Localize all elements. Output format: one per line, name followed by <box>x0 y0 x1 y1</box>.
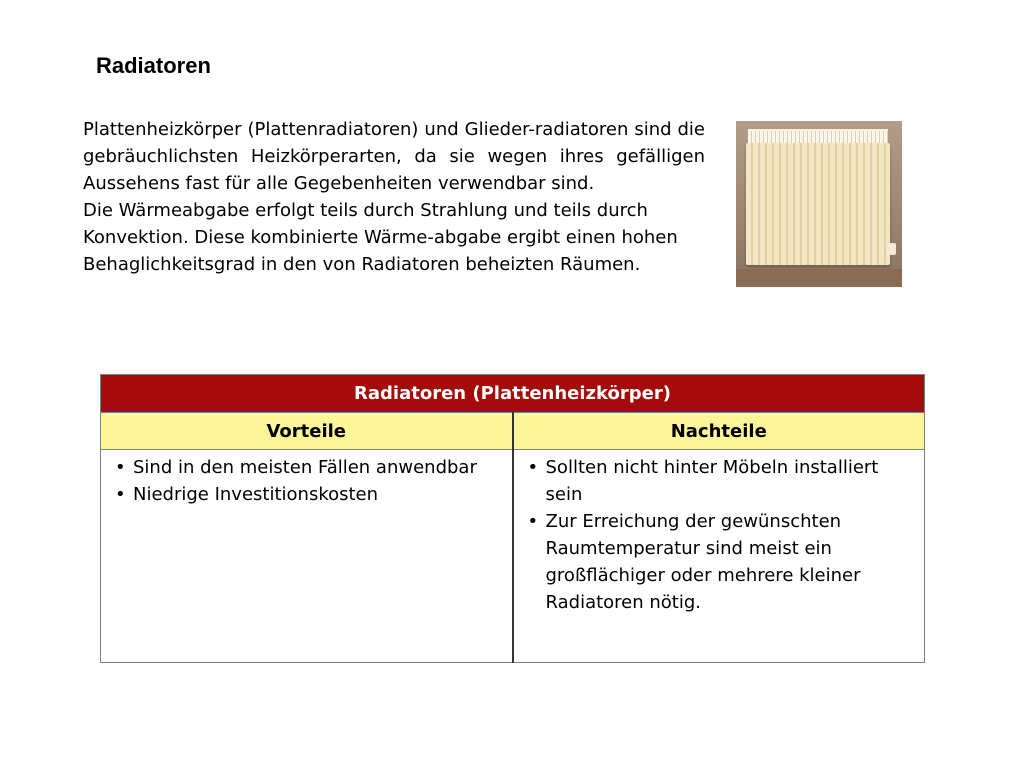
intro-text <box>83 116 705 278</box>
radiator-valve <box>886 243 896 255</box>
list-item: • Sollten nicht hinter Möbeln installiert sein <box>526 454 915 508</box>
column-header-nachteile: Nachteile <box>513 413 925 450</box>
vorteile-list <box>113 454 502 508</box>
nachteile-cell <box>513 450 925 663</box>
column-header-vorteile: Vorteile <box>101 413 513 450</box>
nachteile-list <box>526 454 915 616</box>
photo-floor <box>736 269 902 287</box>
page-title: Radiatoren <box>96 53 211 78</box>
intro-paragraph-1: Plattenheizkörper (Plattenradiatoren) und Glieder-radiatoren sind die gebräuchlichsten Heizkörperarten, da sie wegen ihres gefälligen Aussehens fast für alle Gegebenheiten verwendbar sind. <box>83 119 705 194</box>
radiator-panel <box>746 143 890 265</box>
radiator-photo <box>736 121 902 287</box>
intro-paragraph-2: Die Wärmeabgabe erfolgt teils durch Strahlung und teils durch Konvektion. Diese kombinierte Wärme-abgabe ergibt einen hohen Behaglichkeitsgrad in den von Radiatoren beheizten Räumen. <box>83 200 678 275</box>
vorteile-cell <box>101 450 513 663</box>
comparison-table <box>100 374 925 663</box>
table-title: Radiatoren (Plattenheizkörper) <box>101 375 925 413</box>
list-item: • Zur Erreichung der gewünschten Raumtemperatur sind meist ein großflächiger oder mehrere kleiner Radiatoren nötig. <box>526 508 915 616</box>
list-item: • Sind in den meisten Fällen anwendbar <box>113 454 502 481</box>
list-item: • Niedrige Investitionskosten <box>113 481 502 508</box>
